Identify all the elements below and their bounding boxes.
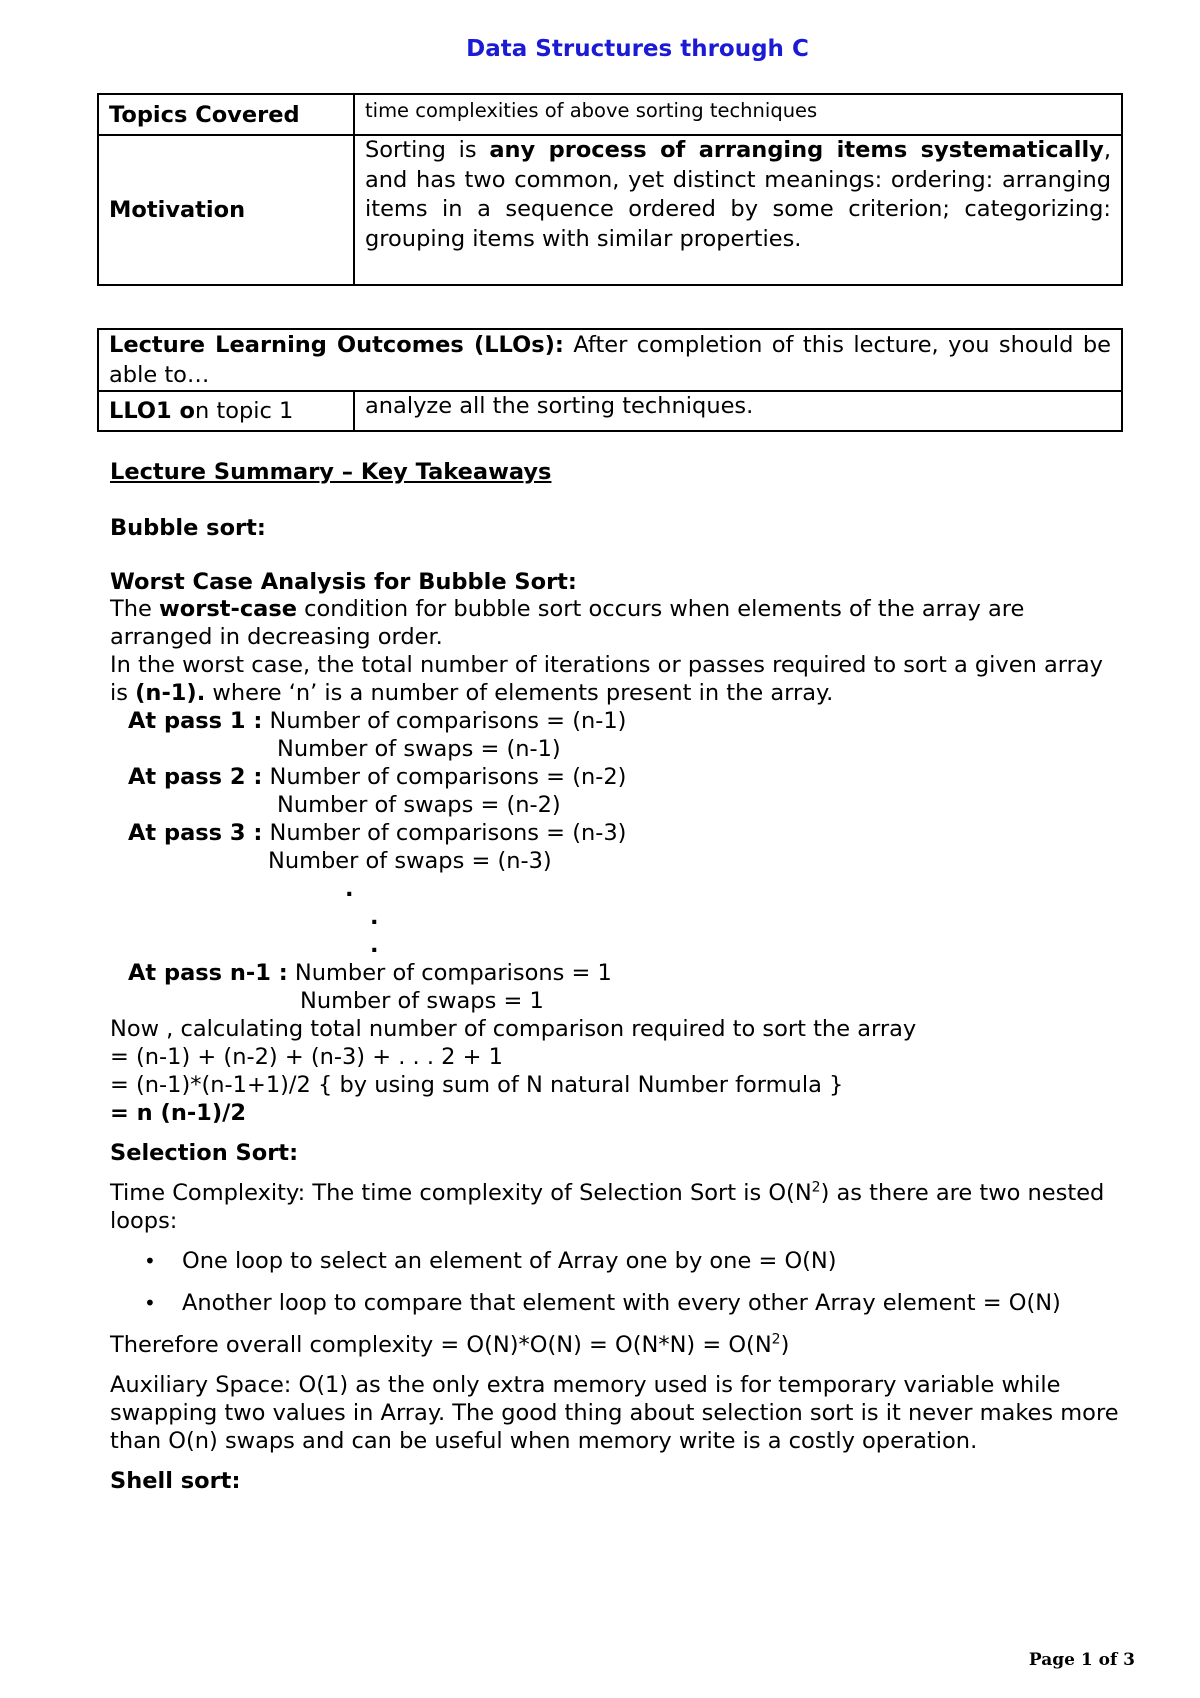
pass-3-swaps: Number of swaps = (n-3): [268, 848, 552, 874]
overall-superscript: 2: [771, 1331, 781, 1348]
pass-2-comparisons-text: Number of comparisons = (n-2): [262, 764, 627, 790]
pass-n-comparisons: [110, 959, 1128, 987]
llo-header-text: After completion of this lecture, you should be able to…: [109, 332, 1112, 388]
topics-covered-value: time complexities of above sorting techniques: [354, 94, 1122, 135]
shell-sort-heading: Shell sort:: [110, 1468, 241, 1494]
calc-line-4: = n (n-1)/2: [110, 1100, 246, 1126]
worst-p2-bold: (n-1).: [135, 680, 206, 706]
llo1-label-bold: LLO1 o: [109, 398, 195, 424]
pass-2-label: At pass 2 :: [128, 764, 263, 790]
lecture-summary: [110, 458, 1128, 1495]
llo1-label: [98, 391, 354, 431]
topics-covered-label: Topics Covered: [98, 94, 354, 135]
pass-2-comparisons: [110, 763, 1128, 791]
calc-line-3: = (n-1)*(n-1+1)/2 { by using sum of N natural Number formula }: [110, 1072, 844, 1098]
bubble-sort-heading: Bubble sort:: [110, 515, 266, 541]
pass-3-label: At pass 3 :: [128, 820, 263, 846]
overall-complexity: [110, 1331, 1128, 1359]
auxiliary-space-paragraph: Auxiliary Space: O(1) as the only extra memory used is for temporary variable while swapping two values in Array. The good thing about selection sort is it never makes more than O(n) swaps and can be useful when memory write is a costly operation.: [110, 1372, 1119, 1454]
calc-line-1: Now , calculating total number of comparison required to sort the array: [110, 1016, 917, 1042]
summary-heading: Lecture Summary – Key Takeaways: [110, 459, 552, 485]
pass-n-swaps: Number of swaps = 1: [300, 988, 544, 1014]
llo-header-bold: Lecture Learning Outcomes (LLOs):: [109, 332, 564, 358]
worst-p2-text-a: In the worst case, the total number of iterations or passes required to sort a given array is: [110, 652, 1103, 706]
pass-3-comparisons-text: Number of comparisons = (n-3): [262, 820, 627, 846]
ellipsis-dot-3: .: [370, 932, 379, 958]
sel-tc-text-a: Time Complexity: The time complexity of Selection Sort is O(N: [110, 1180, 812, 1206]
calc-line-2: = (n-1) + (n-2) + (n-3) + . . . 2 + 1: [110, 1044, 503, 1070]
selection-sort-heading: Selection Sort:: [110, 1140, 299, 1166]
page-number: Page 1 of 3: [1028, 1650, 1135, 1670]
pass-n-comparisons-text: Number of comparisons = 1: [287, 960, 612, 986]
list-item: • Another loop to compare that element with every other Array element = O(N): [182, 1289, 1128, 1317]
loop-list: [110, 1247, 1128, 1317]
pass-1-comparisons-text: Number of comparisons = (n-1): [262, 708, 627, 734]
worst-p1-text-a: The: [110, 596, 159, 622]
pass-3-comparisons: [110, 819, 1128, 847]
worst-p2-text-b: where ‘n’ is a number of elements present in the array.: [205, 680, 834, 706]
llo1-label-text: n topic 1: [194, 398, 294, 424]
topics-table: [97, 93, 1123, 286]
worst-case-paragraph-1: [110, 595, 1128, 651]
motivation-text-2: , and has two common, yet distinct meanings: ordering: arranging items in a sequence ordered by some criterion; categorizing: grouping items with similar properties.: [365, 137, 1111, 252]
llo1-value: analyze all the sorting techniques.: [354, 391, 1122, 431]
pass-1-comparisons: [110, 707, 1128, 735]
llo-table: [97, 328, 1123, 432]
motivation-value: [354, 135, 1122, 285]
pass-1-label: At pass 1 :: [128, 708, 263, 734]
selection-time-complexity: [110, 1179, 1128, 1235]
motivation-text-bold: any process of arranging items systematically: [489, 137, 1104, 163]
worst-p1-bold: worst-case: [159, 596, 297, 622]
motivation-text-1: Sorting is: [365, 137, 490, 163]
list-item: • One loop to select an element of Array one by one = O(N): [182, 1247, 1128, 1275]
pass-1-swaps: Number of swaps = (n-1): [277, 736, 561, 762]
document-title: Data Structures through C: [466, 36, 809, 62]
pass-n-label: At pass n-1 :: [128, 960, 288, 986]
llo-header-cell: [98, 329, 1122, 391]
ellipsis-dot-2: .: [370, 904, 379, 930]
overall-text-b: ): [780, 1332, 790, 1358]
worst-p1-text-b: condition for bubble sort occurs when elements of the array are arranged in decreasing order.: [110, 596, 1025, 650]
sel-tc-text-b: ) as there are two nested loops:: [110, 1180, 1105, 1234]
pass-2-swaps: Number of swaps = (n-2): [277, 792, 561, 818]
worst-case-heading: Worst Case Analysis for Bubble Sort:: [110, 569, 577, 595]
ellipsis-dot-1: .: [345, 876, 354, 902]
worst-case-paragraph-2: [110, 651, 1128, 707]
sel-tc-superscript: 2: [811, 1179, 821, 1196]
overall-text-a: Therefore overall complexity = O(N)*O(N) = O(N*N) = O(N: [110, 1332, 772, 1358]
motivation-label: Motivation: [98, 135, 354, 285]
